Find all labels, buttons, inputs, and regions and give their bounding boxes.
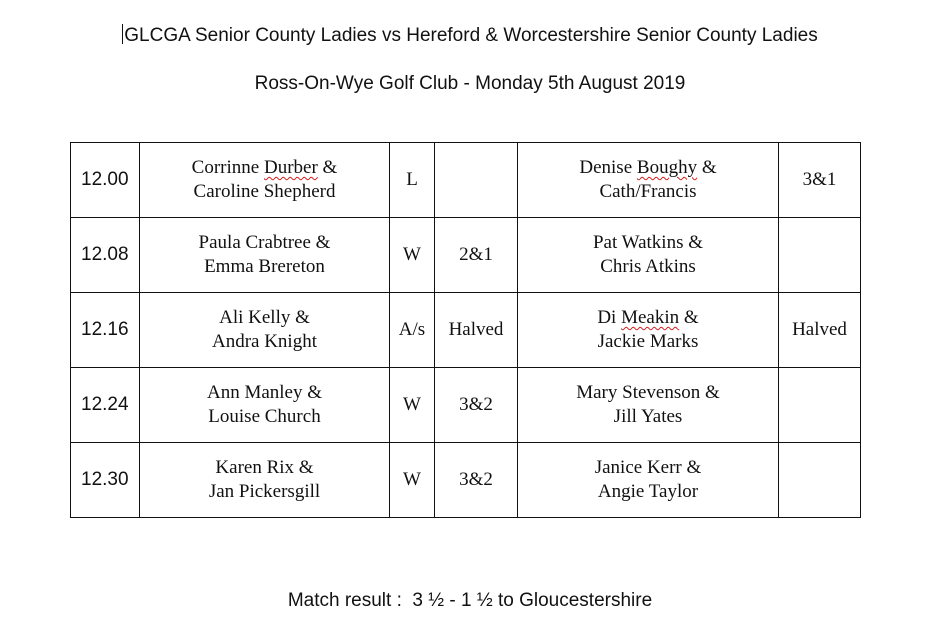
away-player-line-2: Angie Taylor: [597, 481, 699, 502]
home-margin: Halved: [435, 293, 518, 368]
document-title: [0, 22, 940, 50]
document-subtitle: Ross-On-Wye Golf Club - Monday 5th August 2019: [254, 73, 686, 94]
home-pair: [140, 293, 390, 368]
away-player-line-1: Di Meakin &: [597, 307, 699, 328]
table-row: [71, 218, 861, 293]
tee-time: 12.30: [71, 443, 140, 518]
away-margin: [779, 443, 861, 518]
spellcheck-flag: Boughy: [636, 157, 698, 178]
away-player-line-2: Chris Atkins: [600, 256, 696, 277]
away-player-line-2: Jackie Marks: [597, 331, 699, 352]
table-row: [71, 443, 861, 518]
match-result-summary: Match result : 3 ½ - 1 ½ to Gloucestershire: [287, 590, 653, 611]
table-row: [71, 143, 861, 218]
home-result: W: [390, 443, 435, 518]
home-pair: [140, 143, 390, 218]
home-player-line-2: Caroline Shepherd: [193, 181, 336, 202]
away-player-line-1: Denise Boughy &: [579, 157, 717, 178]
home-player-line-1: Corrinne Durber &: [191, 157, 338, 178]
home-pair: [140, 443, 390, 518]
home-player-line-1: Karen Rix &: [215, 457, 314, 478]
home-result: W: [390, 368, 435, 443]
home-pair: [140, 218, 390, 293]
table-row: [71, 293, 861, 368]
away-pair: [518, 218, 779, 293]
home-player-line-2: Jan Pickersgill: [208, 481, 321, 502]
away-player-line-1: Pat Watkins &: [592, 232, 703, 253]
away-margin: 3&1: [779, 143, 861, 218]
away-margin: [779, 368, 861, 443]
away-margin: [779, 218, 861, 293]
table-row: [71, 368, 861, 443]
home-result: W: [390, 218, 435, 293]
tee-time: 12.24: [71, 368, 140, 443]
home-player-line-1: Ann Manley &: [206, 382, 323, 403]
spellcheck-flag: Meakin: [621, 307, 680, 328]
home-player-line-2: Louise Church: [208, 406, 321, 427]
tee-time: 12.08: [71, 218, 140, 293]
home-margin: 3&2: [435, 368, 518, 443]
spellcheck-flag: Durber: [263, 157, 318, 178]
away-player-line-1: Janice Kerr &: [594, 457, 702, 478]
tee-time: 12.00: [71, 143, 140, 218]
home-result: L: [390, 143, 435, 218]
away-pair: [518, 143, 779, 218]
away-player-line-2: Jill Yates: [613, 406, 683, 427]
home-player-line-1: Paula Crabtree &: [198, 232, 331, 253]
home-margin: 2&1: [435, 218, 518, 293]
away-margin: Halved: [779, 293, 861, 368]
home-player-line-2: Emma Brereton: [204, 256, 325, 277]
home-margin: 3&2: [435, 443, 518, 518]
home-pair: [140, 368, 390, 443]
home-player-line-2: Andra Knight: [211, 331, 317, 352]
away-player-line-2: Cath/Francis: [599, 181, 697, 202]
away-pair: [518, 368, 779, 443]
away-pair: [518, 293, 779, 368]
home-player-line-1: Ali Kelly &: [219, 307, 310, 328]
home-margin: [435, 143, 518, 218]
away-player-line-1: Mary Stevenson &: [576, 382, 720, 403]
away-pair: [518, 443, 779, 518]
home-result: A/s: [390, 293, 435, 368]
tee-time: 12.16: [71, 293, 140, 368]
document-title-text: GLCGA Senior County Ladies vs Hereford & Worcestershire Senior County Ladies: [124, 25, 818, 46]
match-results-table: [70, 142, 861, 518]
